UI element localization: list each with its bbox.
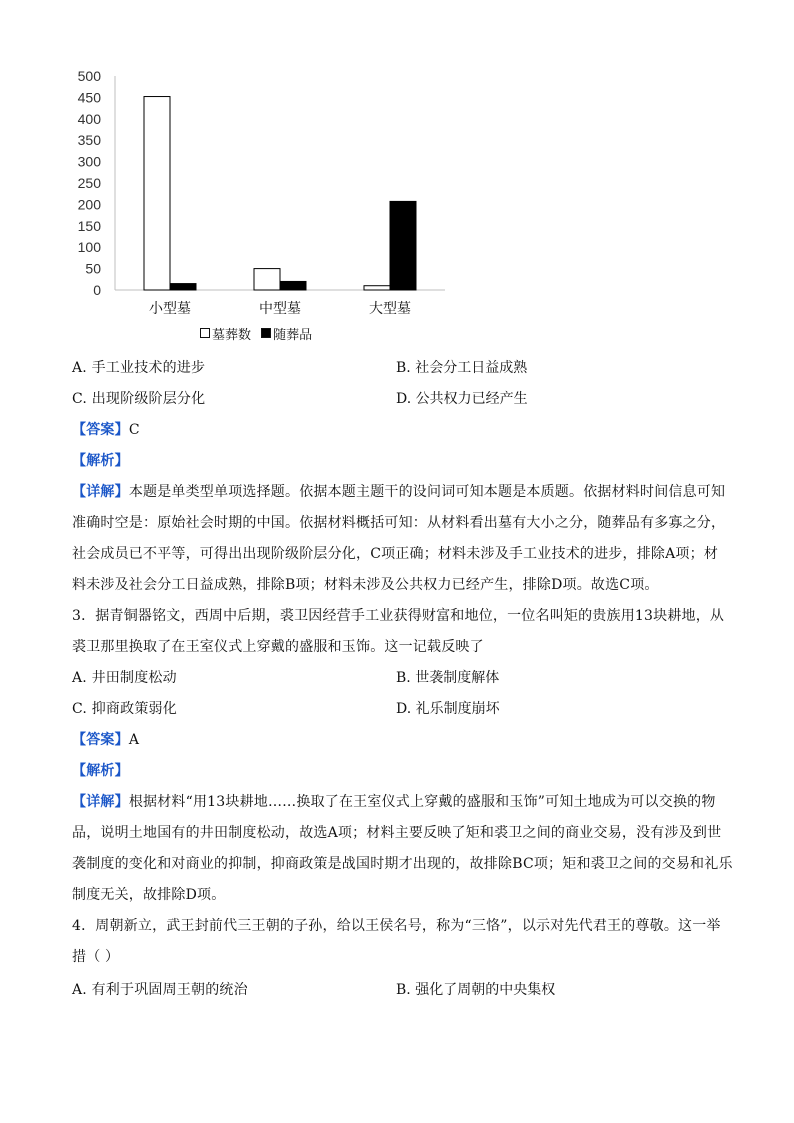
y-tick-label: 400	[77, 110, 101, 127]
y-tick-label: 300	[77, 153, 101, 170]
legend-label: 墓葬数	[212, 328, 252, 343]
bar-tombs	[144, 97, 170, 290]
legend-item-tombs	[200, 328, 251, 343]
q2-answer	[72, 420, 140, 440]
bar-goods	[170, 284, 196, 290]
q2-detail-line-2: 准确时空是：原始社会时期的中国。依据材料概括可知：从材料看出墓有大小之分，随葬品有多寡之分，	[72, 515, 726, 531]
answer-tag: 【答案】	[72, 422, 129, 438]
y-tick-label: 150	[77, 217, 101, 234]
q4-stem-line-2: 措（ ）	[72, 949, 120, 965]
answer-value: A	[128, 732, 140, 748]
y-tick-label: 500	[77, 68, 101, 84]
bar-tombs	[364, 286, 390, 290]
q2-detail-line-4: 料未涉及社会分工日益成熟，排除B项；材料未涉及公共权力已经产生，排除D项。故选C项。	[72, 577, 659, 593]
legend-swatch-white	[200, 328, 210, 338]
y-tick-label: 100	[77, 239, 101, 256]
q3-detail-line-3: 袭制度的变化和对商业的抑制，抑商政策是战国时期才出现的，故排除BC项；矩和裘卫之间的交易和礼乐	[72, 856, 733, 872]
x-category-label: 大型墓	[369, 301, 411, 317]
q4-option-b: B. 强化了周朝的中央集权	[396, 982, 556, 998]
analysis-tag: 【解析】	[72, 453, 129, 469]
q2-analysis-tag	[72, 451, 129, 471]
y-tick-label: 450	[77, 89, 101, 106]
answer-value: C	[128, 422, 140, 438]
y-tick-label: 250	[77, 175, 101, 191]
analysis-tag: 【解析】	[72, 763, 129, 779]
q3-analysis-tag	[72, 761, 129, 781]
detail-tag: 【详解】	[72, 794, 129, 810]
chart-canvas	[60, 62, 460, 332]
y-tick-label: 200	[77, 196, 101, 213]
q3-answer	[72, 730, 139, 750]
legend-item-goods	[261, 328, 312, 343]
detail-text: 本题是单类型单项选择题。依据本题主题干的设问词可知本题是本质题。依据材料时间信息可知	[128, 484, 726, 500]
legend-label: 随葬品	[273, 328, 313, 343]
y-tick-label: 50	[85, 260, 101, 277]
y-tick-label: 350	[77, 132, 101, 149]
bar-goods	[280, 281, 306, 290]
q3-detail-line-1	[72, 792, 716, 812]
q3-stem-line-1: 3．据青铜器铭文，西周中后期，裘卫因经营手工业获得财富和地位，一位名叫矩的贵族用13块耕地，从	[72, 608, 725, 624]
q3-option-d: D. 礼乐制度崩坏	[396, 701, 500, 717]
q2-detail-line-3: 社会成员已不平等，可得出出现阶级阶层分化，C项正确；材料未涉及手工业技术的进步，排除A项；材	[72, 546, 719, 562]
q2-option-a: A. 手工业技术的进步	[72, 360, 206, 376]
q3-detail-line-2: 品，说明土地国有的井田制度松动，故选A项；材料主要反映了矩和裘卫之间的商业交易，没有涉及到世	[72, 825, 722, 841]
legend-swatch-black	[261, 328, 271, 338]
q2-detail-line-1	[72, 482, 725, 502]
q2-option-b: B. 社会分工日益成熟	[396, 360, 528, 376]
bar-goods	[390, 201, 416, 290]
detail-tag: 【详解】	[72, 484, 129, 500]
q4-option-a: A. 有利于巩固周王朝的统治	[72, 982, 248, 998]
q3-detail-line-4: 制度无关，故排除D项。	[72, 887, 226, 903]
q3-option-b: B. 世袭制度解体	[396, 670, 500, 686]
answer-tag: 【答案】	[72, 732, 129, 748]
q4-stem-line-1: 4．周朝新立，武王封前代三王朝的子孙，给以王侯名号，称为“三恪”，以示对先代君王的尊敬。这一举	[72, 918, 721, 934]
x-category-label: 小型墓	[149, 301, 191, 317]
q2-option-c: C. 出现阶级阶层分化	[72, 391, 206, 407]
q3-option-a: A. 井田制度松动	[72, 670, 177, 686]
x-category-label: 中型墓	[259, 301, 301, 317]
q2-option-d: D. 公共权力已经产生	[396, 391, 528, 407]
bar-tombs	[254, 269, 280, 290]
tomb-bar-chart	[60, 62, 460, 352]
q3-option-c: C. 抑商政策弱化	[72, 701, 177, 717]
detail-text: 根据材料“用13块耕地……换取了在王室仪式上穿戴的盛服和玉饰”可知土地成为可以交换的物	[128, 794, 716, 810]
y-tick-label: 0	[93, 282, 101, 298]
chart-legend	[200, 324, 318, 343]
q3-stem-line-2: 裘卫那里换取了在王室仪式上穿戴的盛服和玉饰。这一记载反映了	[72, 639, 484, 655]
